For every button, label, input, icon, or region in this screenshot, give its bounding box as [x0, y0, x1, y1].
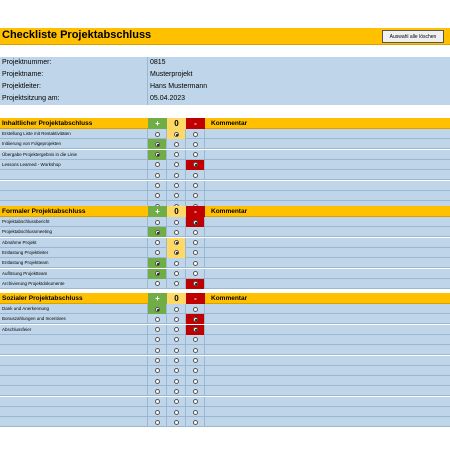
minus-cell[interactable]	[186, 407, 205, 417]
minus-cell[interactable]	[186, 345, 205, 355]
zero-cell[interactable]	[167, 376, 186, 386]
checklist-row	[0, 139, 450, 149]
plus-radio[interactable]	[155, 220, 160, 225]
zero-radio[interactable]	[174, 220, 179, 225]
plus-radio[interactable]	[155, 183, 160, 188]
checklist-row	[0, 397, 450, 407]
minus-radio[interactable]	[193, 132, 198, 137]
zero-radio[interactable]	[174, 420, 179, 425]
zero-cell[interactable]	[167, 407, 186, 417]
plus-radio[interactable]	[155, 389, 160, 394]
comment-field[interactable]	[205, 217, 450, 227]
zero-cell[interactable]	[167, 129, 186, 139]
plus-cell[interactable]	[148, 181, 167, 191]
section-header	[0, 293, 450, 304]
zero-radio[interactable]	[174, 348, 179, 353]
comment-field[interactable]	[205, 227, 450, 237]
plus-cell[interactable]	[148, 356, 167, 366]
plus-radio[interactable]	[155, 281, 160, 286]
zero-radio[interactable]	[174, 389, 179, 394]
plus-cell[interactable]	[148, 227, 167, 237]
plus-cell[interactable]	[148, 139, 167, 149]
minus-radio[interactable]	[193, 317, 198, 322]
minus-header: -	[186, 206, 205, 217]
plus-cell[interactable]	[148, 386, 167, 396]
plus-radio[interactable]	[155, 193, 160, 198]
plus-radio[interactable]	[155, 410, 160, 415]
plus-cell[interactable]	[148, 407, 167, 417]
minus-cell[interactable]	[186, 238, 205, 248]
checklist-row	[0, 279, 450, 289]
row-label: Abschlussfeier	[0, 325, 148, 335]
info-row	[0, 81, 450, 93]
checklist-row	[0, 258, 450, 268]
minus-cell[interactable]	[186, 139, 205, 149]
comment-field[interactable]	[205, 335, 450, 345]
comment-field[interactable]	[205, 181, 450, 191]
minus-cell[interactable]	[186, 397, 205, 407]
zero-radio[interactable]	[174, 327, 179, 332]
comment-field[interactable]	[205, 397, 450, 407]
plus-cell[interactable]	[148, 238, 167, 248]
comment-field[interactable]	[205, 279, 450, 289]
plus-cell[interactable]	[148, 191, 167, 201]
comment-field[interactable]	[205, 417, 450, 427]
zero-radio[interactable]	[174, 261, 179, 266]
comment-field[interactable]	[205, 248, 450, 258]
zero-cell[interactable]	[167, 248, 186, 258]
info-value[interactable]: 0815	[148, 57, 450, 69]
plus-radio[interactable]	[155, 399, 160, 404]
checklist-row	[0, 269, 450, 279]
plus-cell[interactable]	[148, 397, 167, 407]
minus-radio[interactable]	[193, 261, 198, 266]
row-label	[0, 181, 148, 191]
zero-cell[interactable]	[167, 356, 186, 366]
comment-field[interactable]	[205, 356, 450, 366]
checklist-row	[0, 376, 450, 386]
zero-radio[interactable]	[174, 132, 179, 137]
zero-cell[interactable]	[167, 191, 186, 201]
comment-field[interactable]	[205, 314, 450, 324]
plus-header: +	[148, 293, 167, 304]
plus-cell[interactable]	[148, 150, 167, 160]
minus-header: -	[186, 118, 205, 129]
row-label	[0, 376, 148, 386]
row-label: Initiierung von Folgeprojekten	[0, 139, 148, 149]
row-label: Lessons Learned - Workshop	[0, 160, 148, 170]
zero-radio[interactable]	[174, 281, 179, 286]
zero-cell[interactable]	[167, 279, 186, 289]
info-value[interactable]: Musterprojekt	[148, 69, 450, 81]
plus-cell[interactable]	[148, 170, 167, 180]
section-title: Sozialer Projektabschluss	[2, 295, 83, 302]
checklist-row	[0, 248, 450, 258]
checklist-row	[0, 181, 450, 191]
minus-radio[interactable]	[193, 142, 198, 147]
minus-radio[interactable]	[193, 173, 198, 178]
minus-cell[interactable]	[186, 181, 205, 191]
zero-cell[interactable]	[167, 181, 186, 191]
minus-radio[interactable]	[193, 230, 198, 235]
plus-radio[interactable]	[155, 368, 160, 373]
checklist-row	[0, 335, 450, 345]
row-label	[0, 170, 148, 180]
row-label: Erstellung Liste mit Restaktivitäten	[0, 129, 148, 139]
zero-radio[interactable]	[174, 142, 179, 147]
row-label: Auflösung Projektteam	[0, 269, 148, 279]
minus-header: -	[186, 293, 205, 304]
row-label: Übergabe Projektergebnis in die Linie	[0, 150, 148, 160]
row-label	[0, 345, 148, 355]
checklist-row	[0, 238, 450, 248]
row-label: Entlastung Projektteam	[0, 258, 148, 268]
minus-cell[interactable]	[186, 170, 205, 180]
comment-field[interactable]	[205, 407, 450, 417]
zero-radio[interactable]	[174, 399, 179, 404]
minus-cell[interactable]	[186, 376, 205, 386]
minus-cell[interactable]	[186, 325, 205, 335]
minus-cell[interactable]	[186, 356, 205, 366]
zero-cell[interactable]	[167, 269, 186, 279]
zero-cell[interactable]	[167, 325, 186, 335]
row-label: Projektabschlussmeeting	[0, 227, 148, 237]
minus-cell[interactable]	[186, 417, 205, 427]
comment-field[interactable]	[205, 304, 450, 314]
zero-radio[interactable]	[174, 193, 179, 198]
zero-cell[interactable]	[167, 345, 186, 355]
zero-cell[interactable]	[167, 170, 186, 180]
checklist-row	[0, 217, 450, 227]
minus-radio[interactable]	[193, 368, 198, 373]
info-label: Projektleiter:	[0, 81, 148, 93]
zero-radio[interactable]	[174, 368, 179, 373]
checklist-row	[0, 345, 450, 355]
minus-cell[interactable]	[186, 160, 205, 170]
info-label: Projektsitzung am:	[0, 93, 148, 105]
minus-radio[interactable]	[193, 250, 198, 255]
zero-cell[interactable]	[167, 304, 186, 314]
minus-cell[interactable]	[186, 304, 205, 314]
minus-cell[interactable]	[186, 217, 205, 227]
comment-field[interactable]	[205, 269, 450, 279]
checklist-row	[0, 129, 450, 139]
zero-radio[interactable]	[174, 250, 179, 255]
plus-cell[interactable]	[148, 129, 167, 139]
minus-radio[interactable]	[193, 389, 198, 394]
plus-radio[interactable]	[155, 142, 160, 147]
plus-cell[interactable]	[148, 304, 167, 314]
plus-cell[interactable]	[148, 366, 167, 376]
zero-cell[interactable]	[167, 366, 186, 376]
minus-cell[interactable]	[186, 248, 205, 258]
plus-radio[interactable]	[155, 420, 160, 425]
zero-cell[interactable]	[167, 397, 186, 407]
zero-header: 0	[167, 293, 186, 304]
plus-cell[interactable]	[148, 217, 167, 227]
plus-header: +	[148, 206, 167, 217]
plus-radio[interactable]	[155, 348, 160, 353]
plus-radio[interactable]	[155, 337, 160, 342]
plus-radio[interactable]	[155, 173, 160, 178]
plus-radio[interactable]	[155, 307, 160, 312]
minus-cell[interactable]	[186, 129, 205, 139]
plus-radio[interactable]	[155, 240, 160, 245]
zero-radio[interactable]	[174, 230, 179, 235]
plus-cell[interactable]	[148, 269, 167, 279]
minus-radio[interactable]	[193, 348, 198, 353]
minus-cell[interactable]	[186, 314, 205, 324]
minus-radio[interactable]	[193, 281, 198, 286]
checklist-row	[0, 386, 450, 396]
comment-field[interactable]	[205, 386, 450, 396]
minus-cell[interactable]	[186, 258, 205, 268]
zero-radio[interactable]	[174, 358, 179, 363]
comment-field[interactable]	[205, 150, 450, 160]
minus-radio[interactable]	[193, 379, 198, 384]
zero-radio[interactable]	[174, 410, 179, 415]
minus-cell[interactable]	[186, 227, 205, 237]
checklist-row	[0, 227, 450, 237]
plus-radio[interactable]	[155, 152, 160, 157]
row-label	[0, 356, 148, 366]
minus-radio[interactable]	[193, 152, 198, 157]
comment-field[interactable]	[205, 238, 450, 248]
plus-radio[interactable]	[155, 250, 160, 255]
zero-radio[interactable]	[174, 173, 179, 178]
zero-radio[interactable]	[174, 317, 179, 322]
minus-radio[interactable]	[193, 220, 198, 225]
minus-radio[interactable]	[193, 307, 198, 312]
comment-field[interactable]	[205, 129, 450, 139]
plus-cell[interactable]	[148, 417, 167, 427]
plus-cell[interactable]	[148, 160, 167, 170]
minus-cell[interactable]	[186, 279, 205, 289]
checklist-row	[0, 366, 450, 376]
zero-cell[interactable]	[167, 139, 186, 149]
zero-cell[interactable]	[167, 335, 186, 345]
zero-radio[interactable]	[174, 162, 179, 167]
minus-radio[interactable]	[193, 420, 198, 425]
row-label	[0, 407, 148, 417]
minus-radio[interactable]	[193, 327, 198, 332]
plus-radio[interactable]	[155, 327, 160, 332]
zero-cell[interactable]	[167, 160, 186, 170]
row-label	[0, 417, 148, 427]
checklist-row	[0, 170, 450, 180]
comment-header: Kommentar	[211, 208, 248, 215]
zero-radio[interactable]	[174, 152, 179, 157]
minus-cell[interactable]	[186, 386, 205, 396]
minus-cell[interactable]	[186, 150, 205, 160]
row-label: Abnahme Projekt	[0, 238, 148, 248]
comment-field[interactable]	[205, 258, 450, 268]
minus-cell[interactable]	[186, 366, 205, 376]
checklist-row	[0, 325, 450, 335]
plus-radio[interactable]	[155, 261, 160, 266]
minus-radio[interactable]	[193, 193, 198, 198]
checklist-row	[0, 191, 450, 201]
zero-cell[interactable]	[167, 227, 186, 237]
plus-radio[interactable]	[155, 358, 160, 363]
comment-field[interactable]	[205, 191, 450, 201]
section-header	[0, 118, 450, 129]
minus-cell[interactable]	[186, 191, 205, 201]
minus-cell[interactable]	[186, 335, 205, 345]
clear-all-button[interactable]: Auswahl alle löschen	[382, 30, 444, 43]
plus-radio[interactable]	[155, 230, 160, 235]
minus-radio[interactable]	[193, 271, 198, 276]
zero-cell[interactable]	[167, 217, 186, 227]
info-row	[0, 69, 450, 81]
section-title: Formaler Projektabschluss	[2, 208, 86, 215]
plus-radio[interactable]	[155, 162, 160, 167]
row-label: Dank und Anerkennung	[0, 304, 148, 314]
checklist-row	[0, 314, 450, 324]
zero-radio[interactable]	[174, 271, 179, 276]
plus-cell[interactable]	[148, 314, 167, 324]
zero-radio[interactable]	[174, 240, 179, 245]
checklist-row	[0, 407, 450, 417]
plus-cell[interactable]	[148, 345, 167, 355]
comment-field[interactable]	[205, 366, 450, 376]
row-label: Bonuszahlungen und Incentives	[0, 314, 148, 324]
row-label: Entlastung Projektleiter	[0, 248, 148, 258]
zero-radio[interactable]	[174, 337, 179, 342]
plus-cell[interactable]	[148, 335, 167, 345]
info-label: Projektnummer:	[0, 57, 148, 69]
plus-radio[interactable]	[155, 379, 160, 384]
checklist-row	[0, 150, 450, 160]
minus-radio[interactable]	[193, 410, 198, 415]
row-label: Projektabschlussbericht	[0, 217, 148, 227]
info-label: Projektname:	[0, 69, 148, 81]
info-row	[0, 93, 450, 105]
checklist-row	[0, 160, 450, 170]
zero-cell[interactable]	[167, 258, 186, 268]
minus-radio[interactable]	[193, 162, 198, 167]
minus-cell[interactable]	[186, 269, 205, 279]
plus-cell[interactable]	[148, 258, 167, 268]
comment-field[interactable]	[205, 345, 450, 355]
comment-field[interactable]	[205, 170, 450, 180]
plus-radio[interactable]	[155, 132, 160, 137]
info-value[interactable]: 05.04.2023	[148, 93, 450, 105]
minus-radio[interactable]	[193, 183, 198, 188]
section-header	[0, 206, 450, 217]
zero-cell[interactable]	[167, 238, 186, 248]
minus-radio[interactable]	[193, 337, 198, 342]
checklist-row	[0, 417, 450, 427]
row-label	[0, 191, 148, 201]
plus-cell[interactable]	[148, 376, 167, 386]
row-label	[0, 397, 148, 407]
comment-field[interactable]	[205, 160, 450, 170]
zero-cell[interactable]	[167, 417, 186, 427]
plus-cell[interactable]	[148, 248, 167, 258]
zero-radio[interactable]	[174, 183, 179, 188]
comment-header: Kommentar	[211, 295, 248, 302]
zero-header: 0	[167, 206, 186, 217]
plus-header: +	[148, 118, 167, 129]
zero-radio[interactable]	[174, 379, 179, 384]
row-label	[0, 386, 148, 396]
row-label	[0, 366, 148, 376]
comment-field[interactable]	[205, 139, 450, 149]
plus-cell[interactable]	[148, 325, 167, 335]
zero-radio[interactable]	[174, 307, 179, 312]
comment-field[interactable]	[205, 376, 450, 386]
row-label	[0, 335, 148, 345]
checklist-row	[0, 304, 450, 314]
checklist-row	[0, 356, 450, 366]
row-label: Archivierung Projektdokumente	[0, 279, 148, 289]
comment-field[interactable]	[205, 325, 450, 335]
plus-radio[interactable]	[155, 271, 160, 276]
plus-radio[interactable]	[155, 317, 160, 322]
info-value[interactable]: Hans Mustermann	[148, 81, 450, 93]
info-row	[0, 57, 450, 69]
zero-cell[interactable]	[167, 386, 186, 396]
zero-cell[interactable]	[167, 314, 186, 324]
zero-cell[interactable]	[167, 150, 186, 160]
minus-radio[interactable]	[193, 240, 198, 245]
page-title: Checkliste Projektabschluss	[2, 29, 152, 41]
zero-header: 0	[167, 118, 186, 129]
plus-cell[interactable]	[148, 279, 167, 289]
minus-radio[interactable]	[193, 358, 198, 363]
section-title: Inhaltlicher Projektabschluss	[2, 120, 93, 127]
minus-radio[interactable]	[193, 399, 198, 404]
comment-header: Kommentar	[211, 120, 248, 127]
